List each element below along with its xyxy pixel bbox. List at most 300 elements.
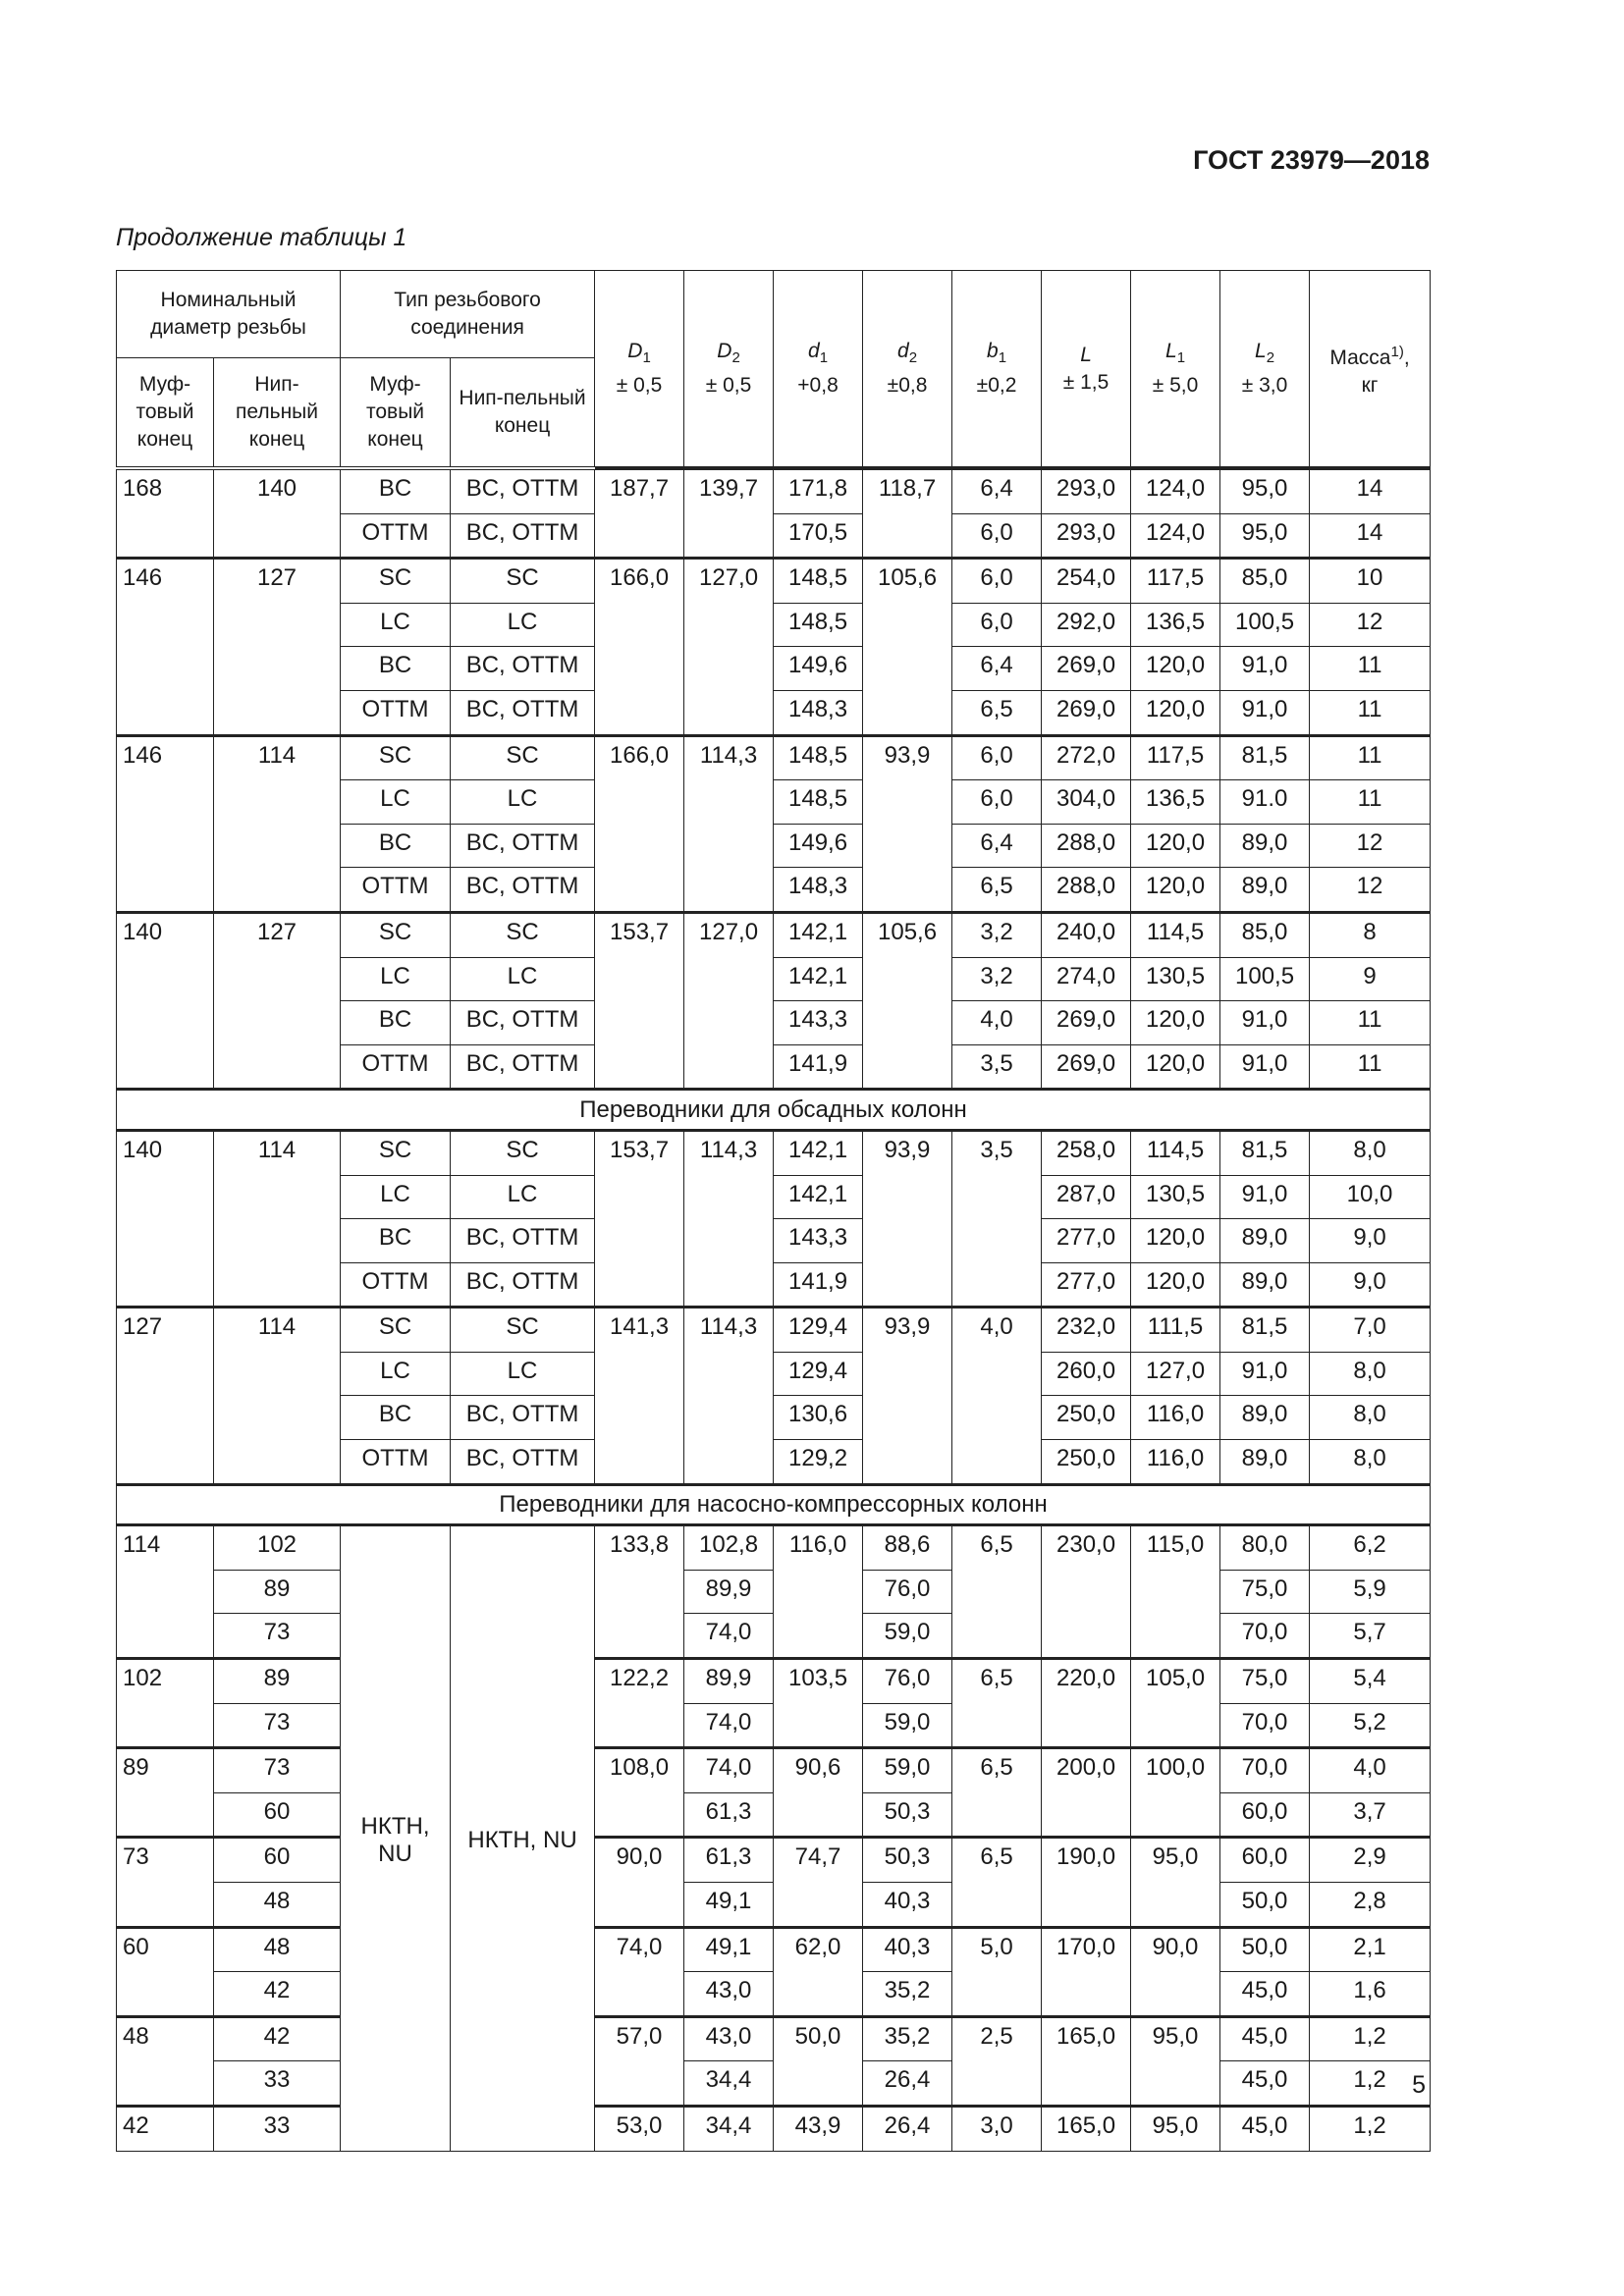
table-row [117, 1838, 1431, 1883]
cell-l1: 120,0 [1131, 1262, 1220, 1308]
cell-m: 11 [1310, 647, 1431, 691]
cell-d2: 93,9 [863, 1130, 952, 1307]
cell-l1: 120,0 [1131, 647, 1220, 691]
cell-tm: OTTM [341, 868, 451, 913]
cell-m: 2,8 [1310, 1883, 1431, 1928]
table-row [117, 2016, 1431, 2061]
cell-d1: 74,0 [595, 1927, 684, 2016]
cell-l: 240,0 [1042, 912, 1131, 957]
cell-d2: 40,3 [863, 1883, 952, 1928]
cell-l1: 120,0 [1131, 1044, 1220, 1090]
cell-l: 269,0 [1042, 1001, 1131, 1045]
cell-b1: 3,5 [952, 1044, 1042, 1090]
cell-l2: 75,0 [1220, 1570, 1310, 1614]
cell-m: 9,0 [1310, 1262, 1431, 1308]
cell-d2: 139,7 [684, 468, 774, 559]
cell-dm: 146 [117, 735, 214, 912]
cell-dn: 114 [214, 735, 341, 912]
cell-dn: 60 [214, 1792, 341, 1838]
cell-tn: LC [451, 603, 595, 647]
cell-d1: 43,9 [774, 2106, 863, 2151]
cell-tm: OTTM [341, 513, 451, 559]
cell-tn: BC, OTTM [451, 513, 595, 559]
cell-l1: 120,0 [1131, 1001, 1220, 1045]
cell-l1: 130,5 [1131, 957, 1220, 1001]
cell-l1: 95,0 [1131, 1838, 1220, 1927]
cell-d1: 74,7 [774, 1838, 863, 1927]
cell-l2: 100,5 [1220, 957, 1310, 1001]
cell-b1: 6,0 [952, 735, 1042, 780]
cell-tm: BC [341, 647, 451, 691]
header-coupling-end-type: Муф-товый конец [341, 358, 451, 469]
cell-tm: LC [341, 1352, 451, 1396]
table-body [117, 468, 1431, 2151]
cell-d2: 105,6 [863, 559, 952, 735]
cell-d1: 142,1 [774, 1130, 863, 1175]
cell-l1: 105,0 [1131, 1659, 1220, 1748]
cell-d2: 114,3 [684, 1308, 774, 1484]
cell-d2: 102,8 [684, 1525, 774, 1571]
cell-l: 170,0 [1042, 1927, 1131, 2016]
cell-m: 1,2 [1310, 2061, 1431, 2107]
cell-d1: 57,0 [595, 2016, 684, 2106]
cell-l1: 120,0 [1131, 824, 1220, 868]
cell-dn: 42 [214, 1972, 341, 2017]
cell-l: 250,0 [1042, 1396, 1131, 1440]
cell-l2: 95,0 [1220, 468, 1310, 513]
cell-l2: 45,0 [1220, 2016, 1310, 2061]
cell-l: 272,0 [1042, 735, 1131, 780]
cell-d1: 148,3 [774, 868, 863, 913]
cell-tm: LC [341, 780, 451, 825]
cell-m: 8,0 [1310, 1396, 1431, 1440]
specification-table [116, 270, 1431, 2152]
cell-l2: 89,0 [1220, 824, 1310, 868]
cell-b1: 3,2 [952, 957, 1042, 1001]
table-caption: Продолжение таблицы 1 [116, 224, 407, 251]
cell-tn: НКТН, NU [451, 1525, 595, 2151]
cell-m: 3,7 [1310, 1792, 1431, 1838]
cell-tm: OTTM [341, 1262, 451, 1308]
table-row [117, 1130, 1431, 1175]
cell-d2: 61,3 [684, 1838, 774, 1883]
cell-l2: 81,5 [1220, 735, 1310, 780]
cell-tm: BC [341, 1396, 451, 1440]
cell-d2: 26,4 [863, 2106, 952, 2151]
header-d1: $d_1$ +0,8 [774, 271, 863, 469]
cell-dn: 114 [214, 1308, 341, 1484]
cell-d1: 103,5 [774, 1659, 863, 1748]
cell-m: 1,6 [1310, 1972, 1431, 2017]
cell-d2: 35,2 [863, 1972, 952, 2017]
cell-d2: 43,0 [684, 1972, 774, 2017]
cell-m: 1,2 [1310, 2106, 1431, 2151]
cell-d1: 166,0 [595, 735, 684, 912]
cell-tm: LC [341, 603, 451, 647]
cell-d1: 130,6 [774, 1396, 863, 1440]
cell-d1: 129,4 [774, 1308, 863, 1353]
cell-d1: 141,3 [595, 1308, 684, 1484]
cell-m: 5,2 [1310, 1703, 1431, 1748]
cell-d2: 89,9 [684, 1570, 774, 1614]
header-d2: $d_2$ ±0,8 [863, 271, 952, 469]
cell-tn: LC [451, 1352, 595, 1396]
cell-dn: 33 [214, 2061, 341, 2107]
cell-dm: 89 [117, 1748, 214, 1838]
cell-dm: 73 [117, 1838, 214, 1927]
cell-l1: 111,5 [1131, 1308, 1220, 1353]
cell-l: 277,0 [1042, 1262, 1131, 1308]
cell-dn: 89 [214, 1570, 341, 1614]
cell-m: 6,2 [1310, 1525, 1431, 1571]
cell-d2: 93,9 [863, 1308, 952, 1484]
cell-d1: 90,0 [595, 1838, 684, 1927]
cell-tn: SC [451, 1130, 595, 1175]
cell-m: 10 [1310, 559, 1431, 604]
cell-l2: 91,0 [1220, 690, 1310, 735]
cell-m: 1,2 [1310, 2016, 1431, 2061]
cell-d2: 74,0 [684, 1614, 774, 1659]
cell-d1: 122,2 [595, 1659, 684, 1748]
table-row [117, 1703, 1431, 1748]
cell-b1: 2,5 [952, 2016, 1042, 2106]
cell-d1: 148,5 [774, 735, 863, 780]
cell-l2: 70,0 [1220, 1614, 1310, 1659]
cell-l2: 45,0 [1220, 2106, 1310, 2151]
cell-l1: 100,0 [1131, 1748, 1220, 1838]
cell-tm: НКТН, NU [341, 1525, 451, 2151]
cell-d1: 141,9 [774, 1044, 863, 1090]
cell-d2: 89,9 [684, 1659, 774, 1704]
cell-l2: 91,0 [1220, 1175, 1310, 1219]
cell-tm: OTTM [341, 1044, 451, 1090]
cell-tm: OTTM [341, 690, 451, 735]
cell-b1: 3,5 [952, 1130, 1042, 1307]
cell-b1: 6,5 [952, 1838, 1042, 1927]
section-title: Переводники для насосно-компрессорных колонн [117, 1484, 1431, 1525]
cell-l2: 89,0 [1220, 1219, 1310, 1263]
cell-l1: 116,0 [1131, 1440, 1220, 1485]
cell-m: 11 [1310, 1001, 1431, 1045]
cell-dn: 127 [214, 559, 341, 735]
header-nominal-diameter: Номинальный диаметр резьбы [117, 271, 341, 358]
cell-d1: 170,5 [774, 513, 863, 559]
cell-l: 293,0 [1042, 468, 1131, 513]
cell-d1: 153,7 [595, 1130, 684, 1307]
cell-l: 292,0 [1042, 603, 1131, 647]
header-D2: $D_2$ ± 0,5 [684, 271, 774, 469]
cell-l: 230,0 [1042, 1525, 1131, 1659]
cell-d1: 108,0 [595, 1748, 684, 1838]
cell-tm: LC [341, 1175, 451, 1219]
cell-dm: 42 [117, 2106, 214, 2151]
section-title: Переводники для обсадных колонн [117, 1090, 1431, 1131]
cell-d2: 93,9 [863, 735, 952, 912]
cell-tn: LC [451, 1175, 595, 1219]
cell-b1: 3,2 [952, 912, 1042, 957]
cell-d2: 118,7 [863, 468, 952, 559]
cell-l1: 120,0 [1131, 690, 1220, 735]
cell-dn: 42 [214, 2016, 341, 2061]
cell-b1: 6,0 [952, 603, 1042, 647]
cell-d2: 34,4 [684, 2106, 774, 2151]
cell-l1: 95,0 [1131, 2016, 1220, 2106]
cell-d2: 50,3 [863, 1838, 952, 1883]
cell-d1: 166,0 [595, 559, 684, 735]
cell-m: 11 [1310, 1044, 1431, 1090]
cell-m: 11 [1310, 735, 1431, 780]
cell-dm: 140 [117, 912, 214, 1089]
cell-b1: 6,4 [952, 824, 1042, 868]
cell-l2: 89,0 [1220, 868, 1310, 913]
cell-l2: 45,0 [1220, 1972, 1310, 2017]
cell-tm: BC [341, 1219, 451, 1263]
cell-l2: 50,0 [1220, 1927, 1310, 1972]
cell-d1: 148,5 [774, 559, 863, 604]
cell-tn: BC, OTTM [451, 468, 595, 513]
cell-l2: 91,0 [1220, 1044, 1310, 1090]
cell-l1: 115,0 [1131, 1525, 1220, 1659]
cell-b1: 4,0 [952, 1001, 1042, 1045]
table-row [117, 1308, 1431, 1353]
cell-l2: 100,5 [1220, 603, 1310, 647]
cell-l1: 114,5 [1131, 912, 1220, 957]
cell-l2: 95,0 [1220, 513, 1310, 559]
cell-l: 232,0 [1042, 1308, 1131, 1353]
cell-d1: 149,6 [774, 647, 863, 691]
cell-b1: 3,0 [952, 2106, 1042, 2151]
table-row [117, 1972, 1431, 2017]
table-row [117, 468, 1431, 513]
cell-d1: 62,0 [774, 1927, 863, 2016]
cell-d1: 187,7 [595, 468, 684, 559]
cell-d2: 34,4 [684, 2061, 774, 2107]
cell-l2: 89,0 [1220, 1262, 1310, 1308]
cell-d2: 127,0 [684, 559, 774, 735]
cell-m: 7,0 [1310, 1308, 1431, 1353]
cell-dn: 73 [214, 1703, 341, 1748]
cell-l1: 120,0 [1131, 868, 1220, 913]
cell-dn: 33 [214, 2106, 341, 2151]
cell-m: 8 [1310, 912, 1431, 957]
cell-d2: 74,0 [684, 1703, 774, 1748]
cell-l: 165,0 [1042, 2106, 1131, 2151]
cell-tm: BC [341, 468, 451, 513]
cell-l2: 91,0 [1220, 1352, 1310, 1396]
cell-dn: 60 [214, 1838, 341, 1883]
header-L1: $L_1$ ± 5,0 [1131, 271, 1220, 469]
cell-b1: 6,5 [952, 868, 1042, 913]
cell-l: 304,0 [1042, 780, 1131, 825]
cell-d2: 50,3 [863, 1792, 952, 1838]
header-nipple-end-diameter: Нип-пельный конец [214, 358, 341, 469]
cell-b1: 4,0 [952, 1308, 1042, 1484]
table-header [117, 271, 1431, 469]
cell-d2: 76,0 [863, 1659, 952, 1704]
cell-d2: 74,0 [684, 1748, 774, 1793]
cell-tn: BC, OTTM [451, 868, 595, 913]
cell-l2: 91.0 [1220, 780, 1310, 825]
cell-l2: 85,0 [1220, 912, 1310, 957]
cell-l: 258,0 [1042, 1130, 1131, 1175]
cell-l2: 80,0 [1220, 1525, 1310, 1571]
cell-d2: 114,3 [684, 1130, 774, 1307]
cell-d2: 40,3 [863, 1927, 952, 1972]
cell-b1: 6,5 [952, 1659, 1042, 1748]
cell-tn: SC [451, 1308, 595, 1353]
cell-dm: 146 [117, 559, 214, 735]
cell-d2: 61,3 [684, 1792, 774, 1838]
cell-d1: 148,5 [774, 780, 863, 825]
table-row [117, 1525, 1431, 1571]
table-row [117, 1792, 1431, 1838]
cell-l: 269,0 [1042, 647, 1131, 691]
cell-m: 9,0 [1310, 1219, 1431, 1263]
cell-m: 9 [1310, 957, 1431, 1001]
cell-tn: SC [451, 912, 595, 957]
cell-d1: 153,7 [595, 912, 684, 1089]
cell-l2: 75,0 [1220, 1659, 1310, 1704]
cell-l2: 60,0 [1220, 1792, 1310, 1838]
cell-l1: 117,5 [1131, 559, 1220, 604]
cell-b1: 6,0 [952, 559, 1042, 604]
cell-d2: 35,2 [863, 2016, 952, 2061]
cell-l1: 127,0 [1131, 1352, 1220, 1396]
cell-l2: 85,0 [1220, 559, 1310, 604]
cell-m: 2,9 [1310, 1838, 1431, 1883]
cell-tm: OTTM [341, 1440, 451, 1485]
cell-l: 277,0 [1042, 1219, 1131, 1263]
cell-d1: 149,6 [774, 824, 863, 868]
cell-dm: 102 [117, 1659, 214, 1748]
cell-l2: 70,0 [1220, 1748, 1310, 1793]
cell-l1: 130,5 [1131, 1175, 1220, 1219]
cell-l1: 124,0 [1131, 513, 1220, 559]
cell-m: 14 [1310, 513, 1431, 559]
cell-d1: 90,6 [774, 1748, 863, 1838]
cell-l1: 124,0 [1131, 468, 1220, 513]
cell-tm: SC [341, 1130, 451, 1175]
cell-dn: 73 [214, 1748, 341, 1793]
cell-l1: 95,0 [1131, 2106, 1220, 2151]
cell-tn: BC, OTTM [451, 1044, 595, 1090]
cell-tm: SC [341, 559, 451, 604]
cell-m: 8,0 [1310, 1440, 1431, 1485]
cell-tm: BC [341, 824, 451, 868]
cell-l: 260,0 [1042, 1352, 1131, 1396]
cell-m: 4,0 [1310, 1748, 1431, 1793]
cell-b1: 5,0 [952, 1927, 1042, 2016]
cell-d2: 49,1 [684, 1883, 774, 1928]
cell-l2: 89,0 [1220, 1440, 1310, 1485]
cell-l2: 50,0 [1220, 1883, 1310, 1928]
cell-dm: 114 [117, 1525, 214, 1659]
cell-dn: 140 [214, 468, 341, 559]
cell-l2: 70,0 [1220, 1703, 1310, 1748]
table-row [117, 912, 1431, 957]
cell-tm: SC [341, 735, 451, 780]
header-coupling-end-diameter: Муф-товый конец [117, 358, 214, 469]
cell-dn: 127 [214, 912, 341, 1089]
header-L2: $L_2$ ± 3,0 [1220, 271, 1310, 469]
table-row [117, 1570, 1431, 1614]
cell-d1: 129,2 [774, 1440, 863, 1485]
cell-tm: SC [341, 1308, 451, 1353]
cell-d2: 127,0 [684, 912, 774, 1089]
cell-d1: 142,1 [774, 957, 863, 1001]
cell-d1: 50,0 [774, 2016, 863, 2106]
cell-b1: 6,0 [952, 513, 1042, 559]
cell-b1: 6,0 [952, 780, 1042, 825]
header-D1: $D_1$ ± 0,5 [595, 271, 684, 469]
cell-d2: 59,0 [863, 1748, 952, 1793]
cell-dm: 140 [117, 1130, 214, 1307]
cell-d2: 49,1 [684, 1927, 774, 1972]
table-row [117, 1927, 1431, 1972]
cell-tn: SC [451, 735, 595, 780]
cell-d2: 59,0 [863, 1614, 952, 1659]
cell-d2: 26,4 [863, 2061, 952, 2107]
cell-tm: BC [341, 1001, 451, 1045]
cell-tn: LC [451, 957, 595, 1001]
cell-l2: 89,0 [1220, 1396, 1310, 1440]
cell-d2: 88,6 [863, 1525, 952, 1571]
cell-l: 250,0 [1042, 1440, 1131, 1485]
cell-tn: BC, OTTM [451, 1396, 595, 1440]
cell-l: 269,0 [1042, 690, 1131, 735]
cell-l2: 81,5 [1220, 1308, 1310, 1353]
cell-m: 5,4 [1310, 1659, 1431, 1704]
cell-tn: BC, OTTM [451, 1262, 595, 1308]
cell-d1: 133,8 [595, 1525, 684, 1659]
cell-l2: 60,0 [1220, 1838, 1310, 1883]
cell-b1: 6,5 [952, 1748, 1042, 1838]
page-number: 5 [1412, 2071, 1426, 2099]
cell-b1: 6,5 [952, 690, 1042, 735]
cell-dn: 48 [214, 1883, 341, 1928]
cell-l2: 91,0 [1220, 1001, 1310, 1045]
cell-d1: 129,4 [774, 1352, 863, 1396]
cell-d1: 171,8 [774, 468, 863, 513]
cell-l1: 90,0 [1131, 1927, 1220, 2016]
cell-tn: BC, OTTM [451, 1001, 595, 1045]
cell-m: 8,0 [1310, 1352, 1431, 1396]
cell-d2: 114,3 [684, 735, 774, 912]
header-thread-type: Тип резьбового соединения [341, 271, 595, 358]
cell-b1: 6,4 [952, 468, 1042, 513]
header-L: L ± 1,5 [1042, 271, 1131, 469]
cell-dn: 89 [214, 1659, 341, 1704]
header-b1: $b_1$ ±0,2 [952, 271, 1042, 469]
header-mass: Масса$^{1)}$, кг [1310, 271, 1431, 469]
cell-l: 288,0 [1042, 868, 1131, 913]
table-row [117, 735, 1431, 780]
cell-m: 2,1 [1310, 1927, 1431, 1972]
header-nipple-end-type: Нип-пельный конец [451, 358, 595, 469]
cell-l2: 91,0 [1220, 647, 1310, 691]
table-row [117, 2061, 1431, 2107]
cell-l1: 136,5 [1131, 780, 1220, 825]
cell-dn: 114 [214, 1130, 341, 1307]
cell-d1: 141,9 [774, 1262, 863, 1308]
cell-tn: BC, OTTM [451, 1219, 595, 1263]
cell-l: 200,0 [1042, 1748, 1131, 1838]
cell-m: 12 [1310, 868, 1431, 913]
cell-dm: 127 [117, 1308, 214, 1484]
cell-m: 10,0 [1310, 1175, 1431, 1219]
cell-tn: LC [451, 780, 595, 825]
table-row [117, 1748, 1431, 1793]
